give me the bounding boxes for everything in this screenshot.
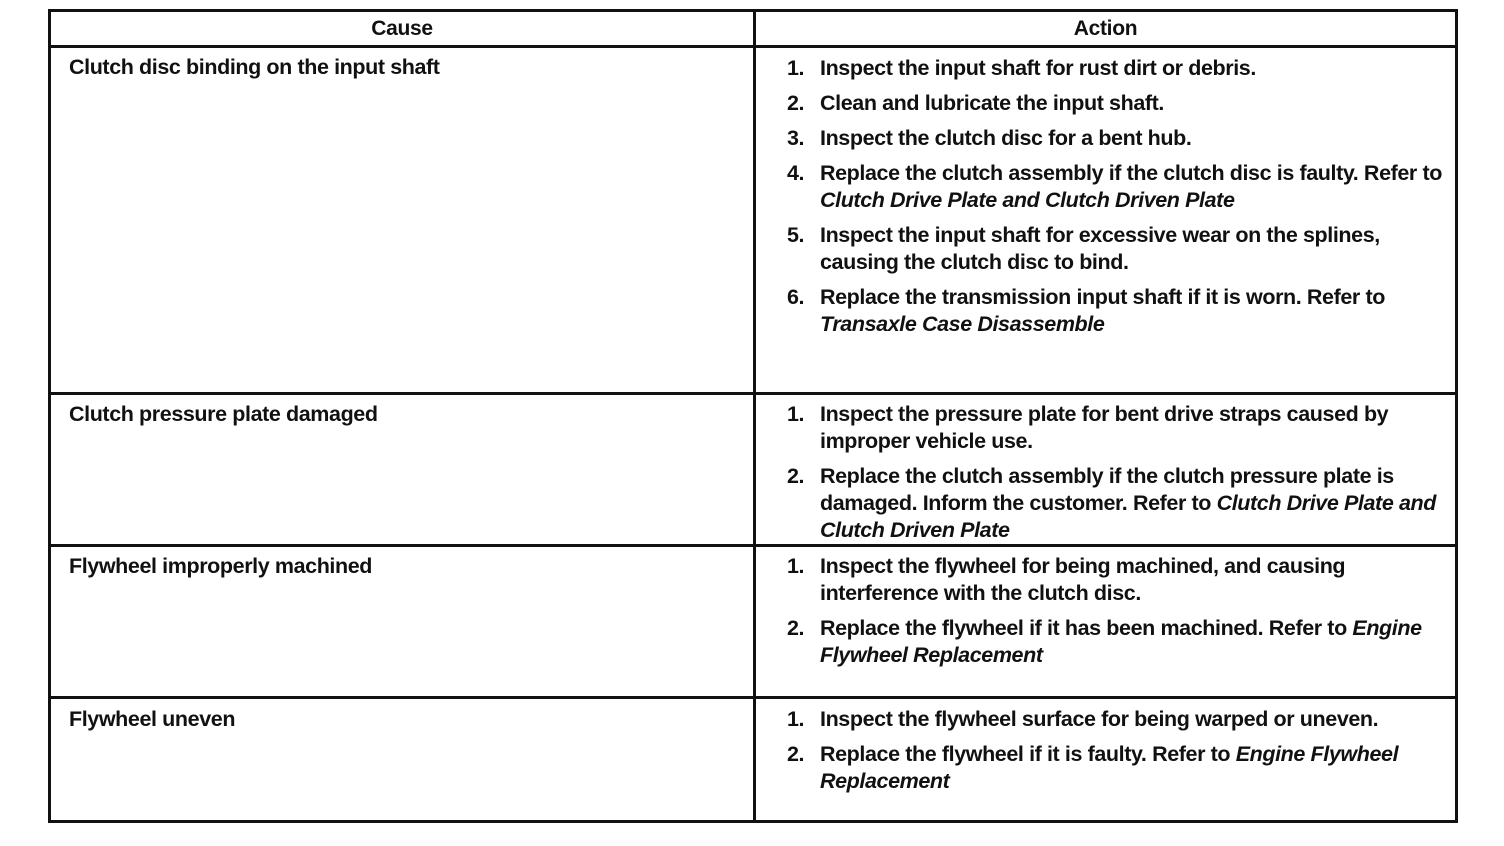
reference-link: Transaxle Case Disassemble <box>820 312 1105 336</box>
actions-clutch-disc-binding <box>787 55 1447 346</box>
reference-link: Engine Flywheel Replacement <box>820 616 1422 667</box>
row-divider <box>51 696 1455 699</box>
action-item: 4. Replace the clutch assembly if the clutch disc is faulty. Refer to Clutch Drive Plate and Clutch Driven Plate <box>787 161 1442 212</box>
actions-flywheel-improperly-machined <box>787 553 1447 677</box>
action-item: 6. Replace the transmission input shaft if it is worn. Refer to Transaxle Case Disassemble <box>787 285 1385 336</box>
actions-flywheel-uneven <box>787 706 1447 803</box>
action-item: 2. Clean and lubricate the input shaft. <box>787 91 1164 115</box>
action-item: 1. Inspect the input shaft for rust dirt or debris. <box>787 56 1256 80</box>
action-item: 2. Replace the flywheel if it is faulty. Refer to Engine Flywheel Replacement <box>787 742 1399 793</box>
action-item: 1. Inspect the flywheel surface for being warped or uneven. <box>787 707 1379 731</box>
header-divider <box>51 45 1455 48</box>
action-item: 3. Inspect the clutch disc for a bent hub. <box>787 126 1192 150</box>
reference-link: Clutch Drive Plate and Clutch Driven Plate <box>820 491 1436 542</box>
row-divider <box>51 544 1455 547</box>
reference-link: Clutch Drive Plate and Clutch Driven Plate <box>820 188 1235 212</box>
header-cause: Cause <box>371 17 433 40</box>
cause-clutch-disc-binding: Clutch disc binding on the input shaft <box>69 55 440 79</box>
row-divider <box>51 392 1455 395</box>
action-item: 2. Replace the flywheel if it has been machined. Refer to Engine Flywheel Replacement <box>787 616 1422 667</box>
action-item: 1. Inspect the pressure plate for bent drive straps caused by improper vehicle use. <box>787 402 1389 453</box>
troubleshooting-table <box>48 9 1458 823</box>
action-item: 2. Replace the clutch assembly if the clutch pressure plate is damaged. Inform the customer. Refer to Clutch Drive Plate and Clutch Driven Plate <box>787 464 1436 542</box>
cause-pressure-plate-damaged: Clutch pressure plate damaged <box>69 402 378 426</box>
actions-pressure-plate-damaged <box>787 401 1447 552</box>
cause-flywheel-uneven: Flywheel uneven <box>69 707 236 731</box>
reference-link: Engine Flywheel Replacement <box>820 742 1399 793</box>
cause-flywheel-improperly-machined: Flywheel improperly machined <box>69 554 373 578</box>
action-item: 5. Inspect the input shaft for excessive wear on the splines, causing the clutch disc to bind. <box>787 223 1380 274</box>
header-action: Action <box>1073 17 1138 40</box>
action-item: 1. Inspect the flywheel for being machined, and causing interference with the clutch disc. <box>787 554 1346 605</box>
